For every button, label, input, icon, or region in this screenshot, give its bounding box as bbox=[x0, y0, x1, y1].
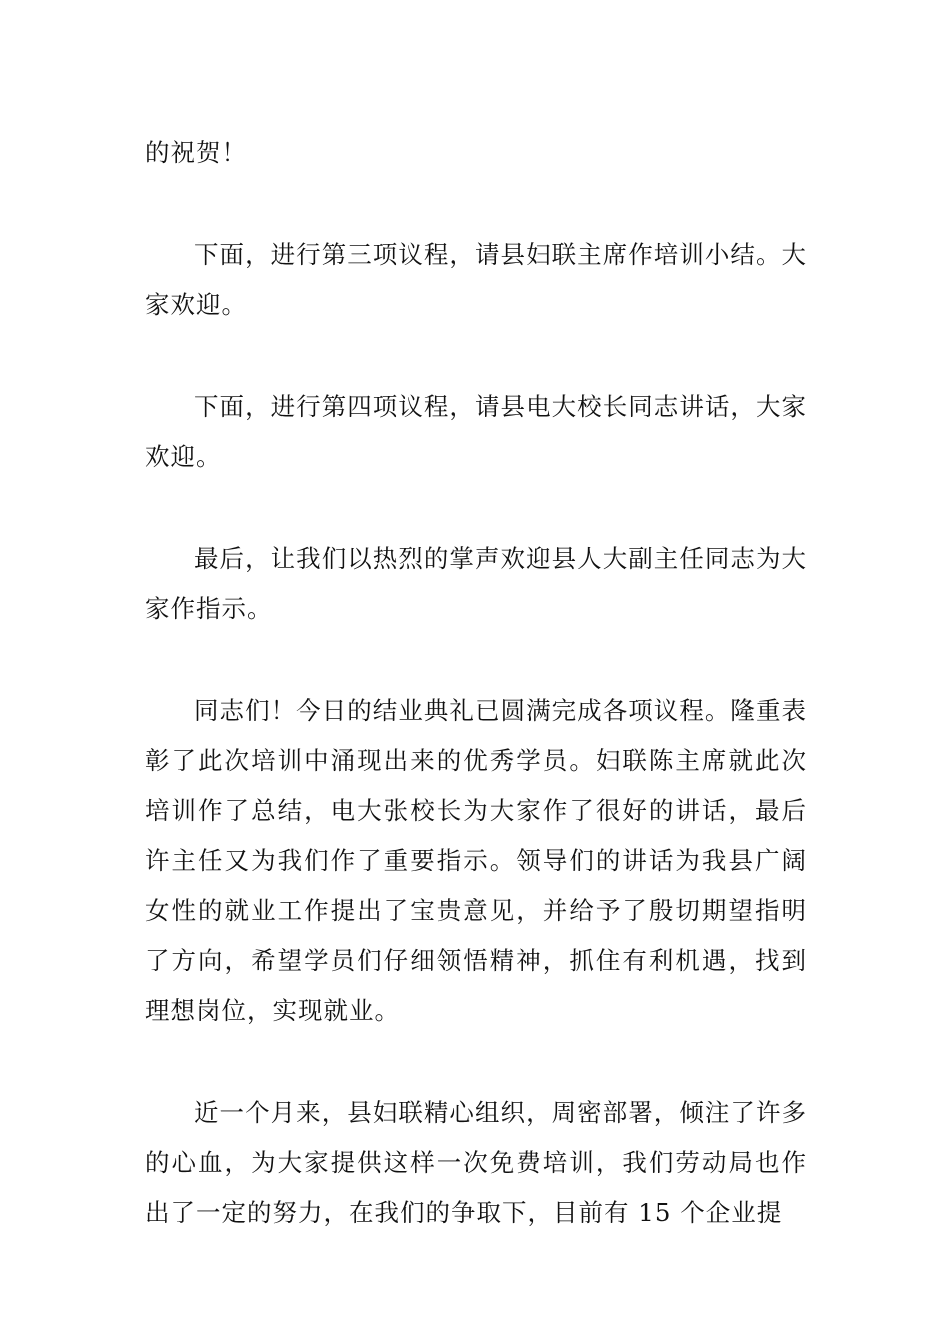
document-body bbox=[145, 128, 807, 1290]
paragraph-2: 下面，进行第三项议程，请县妇联主席作培训小结。大家欢迎。 bbox=[145, 240, 807, 319]
paragraph-5: 同志们！今日的结业典礼已圆满完成各项议程。隆重表彰了此次培训中涌现出来的优秀学员。妇联陈主席就此次培训作了总结，电大张校长为大家作了很好的讲话，最后许主任又为我们作了重要指示。领导们的讲话为我县广阔女性的就业工作提出了宝贵意见，并给予了殷切期望指明了方向，希望学员们仔细领悟精神，抓住有利机遇，找到理想岗位，实现就业。 bbox=[145, 696, 807, 1025]
paragraph-6: 近一个月来，县妇联精心组织，周密部署，倾注了许多的心血，为大家提供这样一次免费培训，我们劳动局也作出了一定的努力，在我们的争取下，目前有 15 个企业提 bbox=[145, 1098, 807, 1227]
paragraph-4: 最后，让我们以热烈的掌声欢迎县人大副主任同志为大家作指示。 bbox=[145, 544, 807, 623]
paragraph-1: 的祝贺！ bbox=[145, 138, 247, 167]
paragraph-3: 下面，进行第四项议程，请县电大校长同志讲话，大家欢迎。 bbox=[145, 392, 807, 471]
